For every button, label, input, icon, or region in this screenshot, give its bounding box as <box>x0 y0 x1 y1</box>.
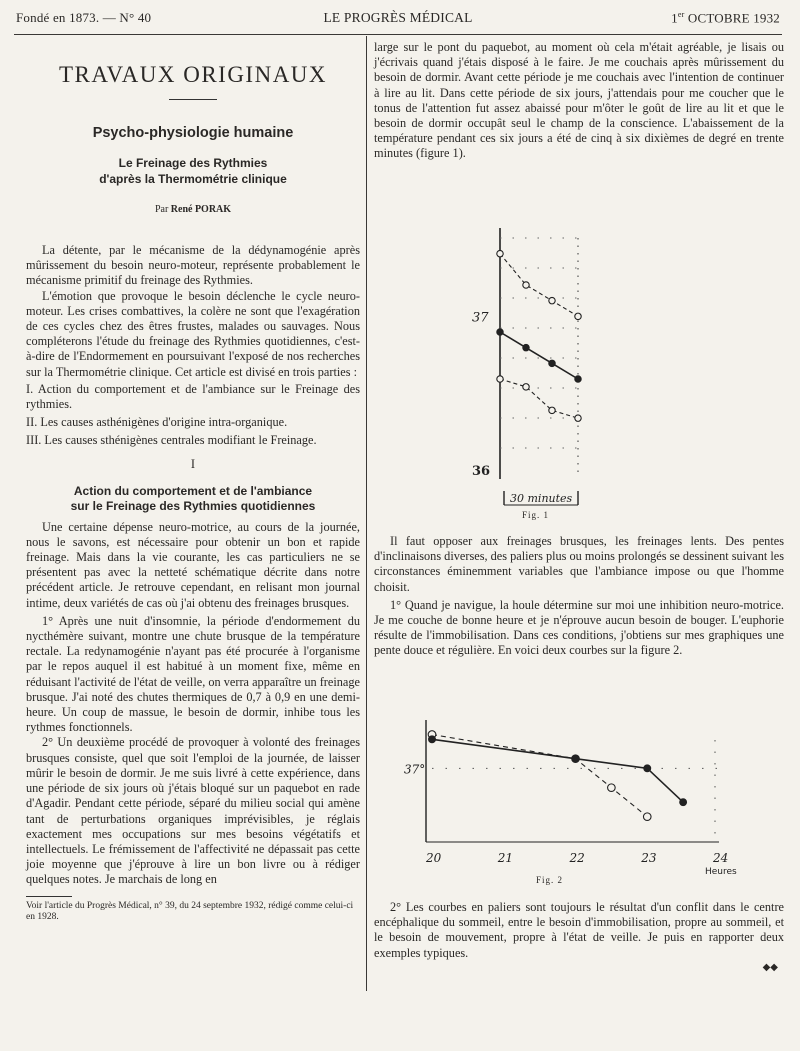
y-tick-label: 37° <box>404 762 426 777</box>
paragraph: Une certaine dépense neuro-motrice, au cours de la journée, nous le savons, est nécessaire pour obtenir un bon et rapide freinage. Mais dans la vie courante, les cas particuliers ne se présentent pas avec la netteté schématique décrite dans notre précédent article. Je retrouve cependant, en relisant mon journal intime, deux variétés de cas où j'ai obtenu des freinages brusques. <box>26 519 360 610</box>
paragraph: 2° Un deuxième procédé de provoquer à volonté des freinages brusques consiste, quel que soit l'emploi de la journée, de laisser mûrir le besoin de dormir. Je me suis livré à cette expérience, dans une période de six jours où j'étais bloqué sur un paquebot en rade d'Agadir. Pendant cette période, séparé du milieu social qui amène tant de perturbations organiques imprévisibles, je réglais exactement mes occupations sur mes besoins végétatifs et intellectuels. Le frémissement de l'affectivité ne dépassait pas cette joie moyenne que j'éprouve à lire un bon livre ou à rédiger quelques notes. Je marchais de long en <box>26 735 360 887</box>
data-point <box>523 384 529 390</box>
right-middle-text <box>374 534 784 659</box>
left-column <box>26 40 360 932</box>
series-line <box>500 254 578 317</box>
series-line <box>432 735 647 817</box>
x-axis-label: Heures <box>705 867 737 877</box>
journal-title: LE PROGRÈS MÉDICAL <box>323 10 473 25</box>
x-tick-label: 22 <box>569 851 585 865</box>
y-tick-label: 37 <box>472 310 489 326</box>
data-point <box>575 313 581 319</box>
column-separator <box>366 36 367 991</box>
figure-1-chart <box>470 218 598 505</box>
figure-2-chart <box>394 710 737 877</box>
end-ornament: ◆◆ <box>762 962 778 973</box>
article-title-line1: Le Freinage des Rythmies <box>118 156 268 170</box>
article-title-line2: d'après la Thermométrie clinique <box>99 172 287 186</box>
x-tick-label: 20 <box>426 851 442 865</box>
figure-2-caption: Fig. 2 <box>536 875 564 885</box>
data-point <box>429 736 436 743</box>
data-point <box>572 755 579 762</box>
header-left: Fondé en 1873. — N° 40 <box>16 10 152 25</box>
section-title: TRAVAUX ORIGINAUX <box>58 62 328 87</box>
header-date <box>671 10 780 26</box>
footnote: Voir l'article du Progrès Médical, n° 39, du 24 septembre 1932, rédigé comme celui-ci en 1928. <box>26 900 354 922</box>
outline-item: I. Action du comportement et de l'ambiance sur le Freinage des rythmies. <box>26 381 360 412</box>
paragraph: 2° Les courbes en paliers sont toujours le résultat d'un conflit dans le centre encéphalique du sommeil, entre le besoin d'immobilisation, propre au sommeil, et le besoin de mouvement, propre à l'état de veille. Je puis en rapporter deux exemples typiques. <box>374 900 784 960</box>
data-point <box>575 415 581 421</box>
article-title <box>26 155 360 187</box>
paragraph: Il faut opposer aux freinages brusques, les freinages lents. Des pentes d'inclinaisons diverses, des paliers plus ou moins prolongés se dessinent suivant les circonstances éminemment variables que l'ambiance impose ou que l'homme choisit. <box>374 534 785 594</box>
data-point <box>523 282 529 288</box>
header-month-year: OCTOBRE 1932 <box>684 10 780 26</box>
part-numeral: I <box>190 456 196 471</box>
data-point <box>549 360 555 366</box>
data-point <box>680 799 687 806</box>
outline-item: II. Les causes asthénigènes d'origine intra-organique. <box>26 415 288 430</box>
figure-1-caption: Fig. 1 <box>522 510 550 520</box>
series-line <box>500 332 578 379</box>
right-column <box>374 40 784 1040</box>
data-point <box>497 329 503 335</box>
header-rule <box>14 34 782 35</box>
data-point <box>497 250 503 256</box>
series-line <box>500 379 578 418</box>
subsection-title-line2: sur le Freinage des Rythmies quotidiennes <box>70 498 316 513</box>
data-point <box>497 376 503 382</box>
article-category: Psycho-physiologie humaine <box>92 125 294 141</box>
header-day: 1 <box>671 10 678 26</box>
paragraph: 1° Après une nuit d'insomnie, la période d'endormement du nycthémère suivant, montre une chute brusque de la température rectale. La redynamogénie n'ayant pas été procurée à l'organisme par le repos auquel il est habitué à un moment fixe, même en réduisant l'activité de l'état de veille, on verra apparaître un freinage brusque. J'ai noté des chutes thermiques de 0,7 à 0,9 en une demi-heure. Un coup de massue, le besoin de dormir, inhibe tous les rythmes fonctionnels. <box>26 613 360 735</box>
subsection-title <box>26 484 360 514</box>
paragraph: La détente, par le mécanisme de la dédynamogénie après mûrissement du besoin neuro-moteur, représente probablement le mécanisme primitif du freinage des Rythmies. <box>26 243 360 288</box>
running-header <box>16 10 780 30</box>
data-point <box>549 297 555 303</box>
x-tick-label: 21 <box>497 851 514 865</box>
paragraph: large sur le pont du paquebot, au moment où cela m'était agréable, je lisais ou j'écrivais quand j'étais disposé à le faire. Je me couchais après mûrissement du besoin de dormir. Avant cette période je me couchais avec l'intention de continuer à lire au lit. Dans cette période de six jours, j'attendais pour me coucher que le tonus de l'attention fut assez abaissé pour m'ôter le goût de lire au lit et que le besoin de dormir occupât seul le champ de la conscience. L'abaissement de la température pendant ces six jours a été de cinq à six dixièmes de degré en trente minutes (figure 1). <box>374 40 784 161</box>
data-point <box>523 344 529 350</box>
data-point <box>608 784 616 792</box>
x-tick-label: 23 <box>641 851 657 865</box>
byline <box>26 204 360 215</box>
subsection-title-line1: Action du comportement et de l'ambiance <box>73 483 313 498</box>
y-tick-label: 36 <box>472 464 491 479</box>
byline-prefix: Par <box>154 204 169 215</box>
footnote-rule <box>26 896 72 897</box>
paragraph: L'émotion que provoque le besoin déclenche le cycle neuro-moteur. Les crises combattives, la colère ne sont que l'exagération de ces cycles chez des êtres frustes, malades ou sauvages. Nous compléterons l'étude du freinage des Rythmies quotidiennes, c'est-à-dire de l'Endormement en poursuivant l'exposé de nos recherches sur la Thermométrie clinique. Cet article est divisé en trois parties : <box>26 288 360 379</box>
header-day-sup: er <box>677 10 685 19</box>
paragraph: 1° Quand je navigue, la houle détermine sur moi une inhibition neuro-motrice. Je me couche de bonne heure et je n'éprouve aucun besoin de bouger. L'euphorie résulte de l'immobilisation. Dans ces conditions, j'obtiens sur mes graphiques une pente douce et régulière. En voici deux courbes sur la figure 2. <box>374 597 784 658</box>
x-tick-label: 24 <box>713 851 729 865</box>
right-bottom-text <box>374 900 784 961</box>
section-rule <box>169 99 217 100</box>
data-point <box>575 376 581 382</box>
author-name: René PORAK <box>170 204 232 215</box>
data-point <box>549 407 555 413</box>
scale-label: 30 minutes <box>510 492 573 505</box>
outline-item: III. Les causes sthénigènes centrales modifiant le Freinage. <box>26 433 317 448</box>
data-point <box>644 765 651 772</box>
data-point <box>643 813 651 821</box>
